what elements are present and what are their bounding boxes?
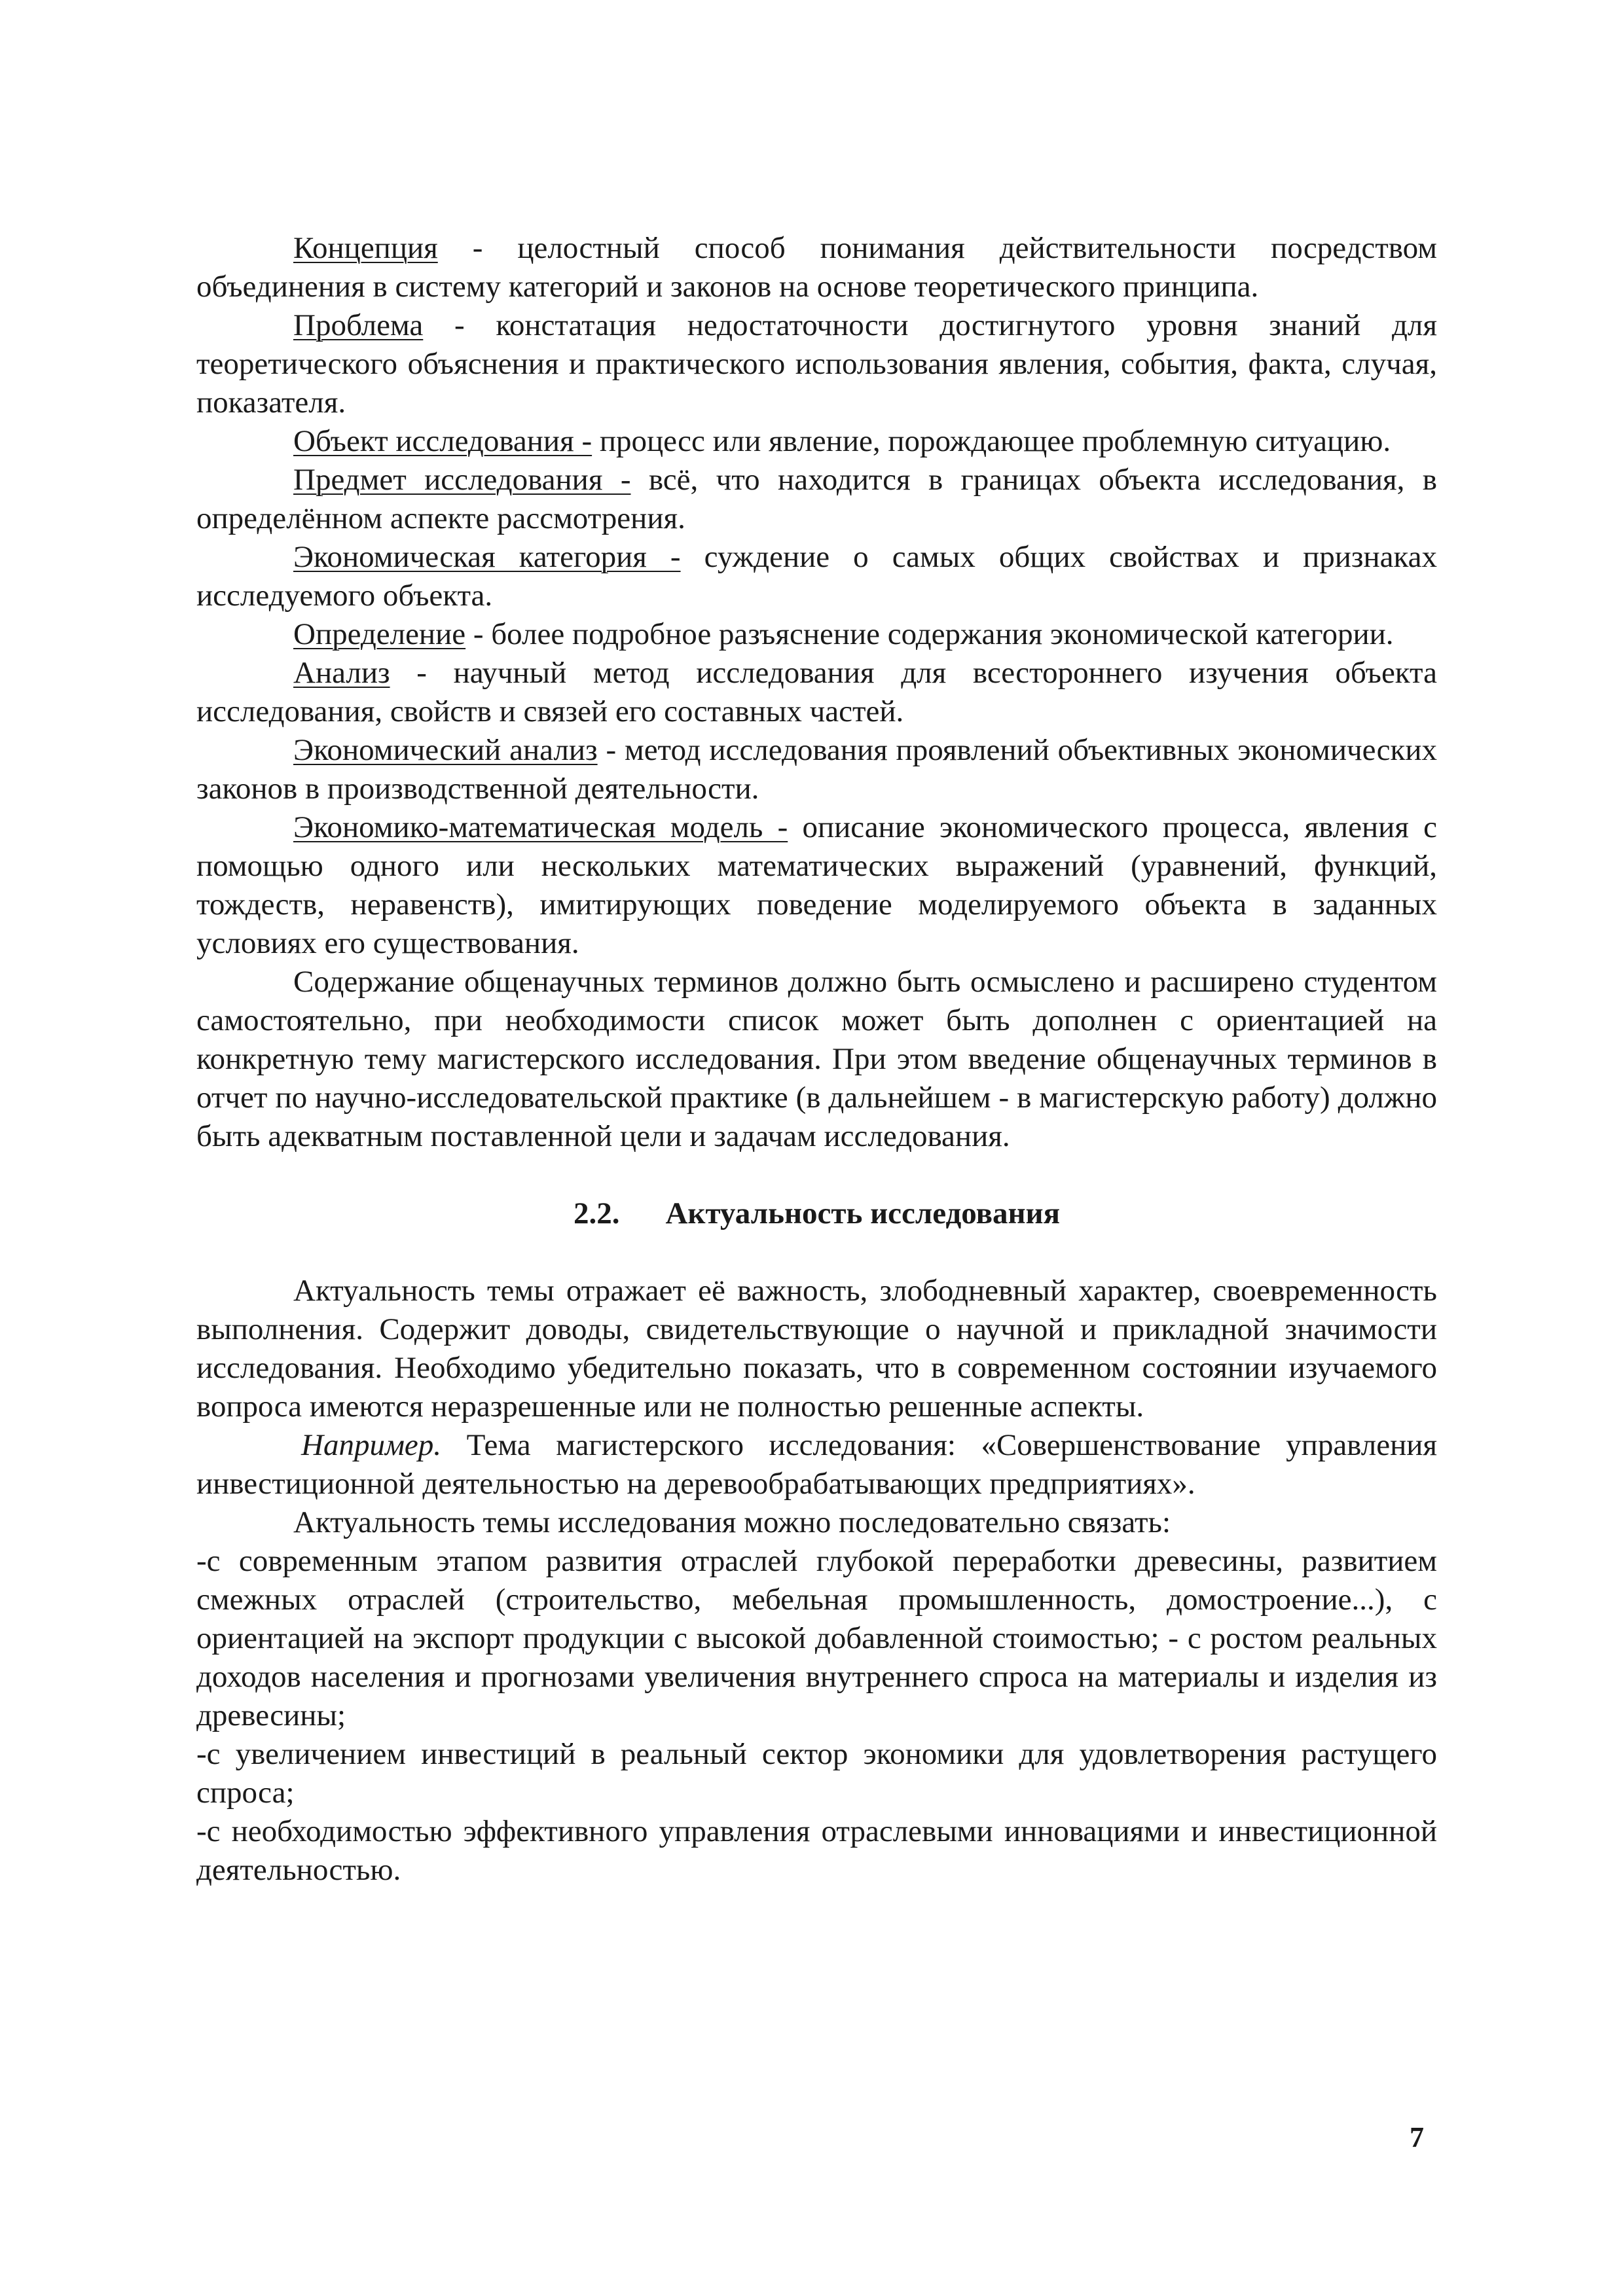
definition-paragraph xyxy=(196,306,1437,422)
definition-term: Экономическая категория - xyxy=(293,540,681,574)
list-item: -с необходимостью эффективного управления отраслевыми инновациями и инвестиционной деятельностью. xyxy=(196,1814,1437,1887)
document-page xyxy=(196,229,1437,1890)
definition-term: Объект исследования - xyxy=(293,424,593,458)
list-item: -с современным этапом развития отраслей глубокой переработки древесины, развитием смежных отраслей (строительство, мебельная промышленность, домостроение...), с ориентацией на экспорт продукции с высокой добавленной стоимостью; - с ростом реальных доходов населения и прогнозами увеличения внутреннего спроса на материалы и изделия из древесины; xyxy=(196,1544,1437,1732)
definition-paragraph xyxy=(196,731,1437,808)
relevance-list xyxy=(196,1542,1437,1890)
example-text: Тема магистерского исследования: «Совершенствование управления инвестиционной деятельностью на деревообрабатывающих предприятиях». xyxy=(196,1428,1437,1501)
section-title: Актуальность исследования xyxy=(665,1196,1061,1230)
definition-text: суждение о самых общих свойствах и признаках исследуемого объекта. xyxy=(196,540,1437,613)
example-paragraph xyxy=(196,1426,1437,1503)
list-item: -с увеличением инвестиций в реальный сектор экономики для удовлетворения растущего спроса; xyxy=(196,1737,1437,1810)
definition-text: процесс или явление, порождающее проблемную ситуацию. xyxy=(592,424,1391,458)
definition-term: Проблема xyxy=(293,308,424,342)
definition-term: Экономический анализ xyxy=(293,733,598,767)
definition-term: Анализ xyxy=(293,656,390,690)
content-paragraph: Содержание общенаучных терминов должно быть осмыслено и расширено студентом самостоятельно, при необходимости список может быть дополнен с ориентацией на конкретную тему магистерского исследования. При этом введение общенаучных терминов в отчет по научно-исследовательской практике (в дальнейшем - в магистерскую работу) должно быть адекватным поставленной цели и задачам исследования. xyxy=(196,965,1437,1153)
definition-paragraph xyxy=(196,808,1437,963)
definition-text: описание экономического процесса, явления с помощью одного или нескольких математических выражений (уравнений, функций, тождеств, неравенств), имитирующих поведение моделируемого объекта в заданных условиях его существования. xyxy=(196,810,1437,960)
definition-paragraph xyxy=(196,229,1437,306)
definition-term: Определение xyxy=(293,617,466,651)
definition-term: Концепция xyxy=(293,231,438,265)
definition-text: - целостный способ понимания действительности посредством объединения в систему категорий и законов на основе теоретического принципа. xyxy=(196,231,1437,304)
definition-text: - метод исследования проявлений объективных экономических законов в производственной деятельности. xyxy=(196,733,1437,806)
definition-text: - более подробное разъяснение содержания экономической категории. xyxy=(465,617,1394,651)
definition-paragraph xyxy=(196,654,1437,731)
definition-paragraph xyxy=(196,615,1437,654)
example-label: Например. xyxy=(301,1428,442,1462)
definition-text: всё, что находится в границах объекта исследования, в определённом аспекте рассмотрения. xyxy=(196,463,1437,535)
definition-term: Экономико-математическая модель - xyxy=(293,810,788,844)
links-intro: Актуальность темы исследования можно последовательно связать: xyxy=(293,1505,1171,1539)
definition-paragraph xyxy=(196,538,1437,615)
relevance-paragraph: Актуальность темы отражает её важность, злободневный характер, своевременность выполнения. Содержит доводы, свидетельствующие о научной и прикладной значимости исследования. Необходимо убедительно показать, что в современном состоянии изучаемого вопроса имеются неразрешенные или не полностью решенные аспекты. xyxy=(196,1274,1437,1424)
page-number: 7 xyxy=(1410,2121,1424,2153)
definition-text: - констатация недостаточности достигнутого уровня знаний для теоретического объяснения и практического использования явления, события, факта, случая, показателя. xyxy=(196,308,1437,420)
section-heading xyxy=(196,1194,1437,1233)
section-number: 2.2. xyxy=(573,1196,620,1230)
definition-text: - научный метод исследования для всестороннего изучения объекта исследования, свойств и связей его составных частей. xyxy=(196,656,1437,728)
definition-term: Предмет исследования - xyxy=(293,463,631,497)
definition-paragraph xyxy=(196,422,1437,461)
definition-paragraph xyxy=(196,461,1437,538)
